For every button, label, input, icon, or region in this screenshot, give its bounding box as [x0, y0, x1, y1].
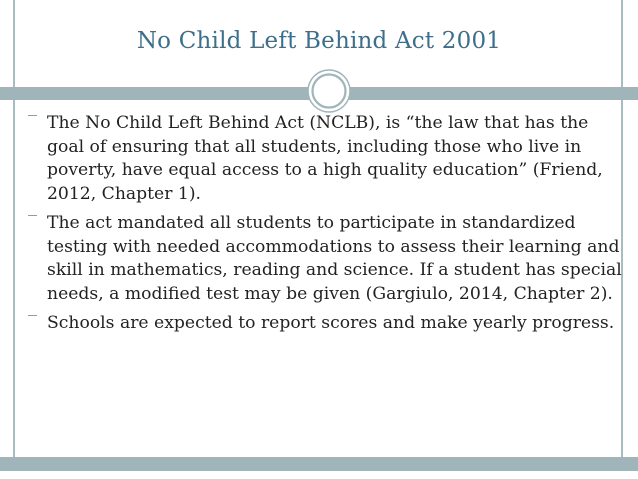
dash-bullet-icon: [28, 215, 37, 224]
footer-bar: [0, 457, 638, 471]
bullet-list: [25, 112, 625, 342]
bullet-text: The No Child Left Behind Act (NCLB), is “the law that has the goal of ensuring that all students, including those who live in poverty, have equal access to a high quality education” (Friend, 2012, Chapter 1).: [47, 113, 603, 204]
circle-ornament-icon: [307, 69, 351, 113]
dash-bullet-icon: [28, 115, 37, 124]
bullet-text: The act mandated all students to participate in standardized testing with needed accommodations to assess their learning and skill in mathematics, reading and science. If a student has special needs, a modified test may be given (Gargiulo, 2014, Chapter 2).: [47, 213, 622, 304]
list-item: [25, 112, 625, 206]
dash-bullet-icon: [28, 315, 37, 324]
list-item: [25, 312, 625, 336]
list-item: [25, 212, 625, 306]
slide-title: No Child Left Behind Act 2001: [136, 28, 502, 54]
bullet-text: Schools are expected to report scores and make yearly progress.: [47, 313, 615, 333]
